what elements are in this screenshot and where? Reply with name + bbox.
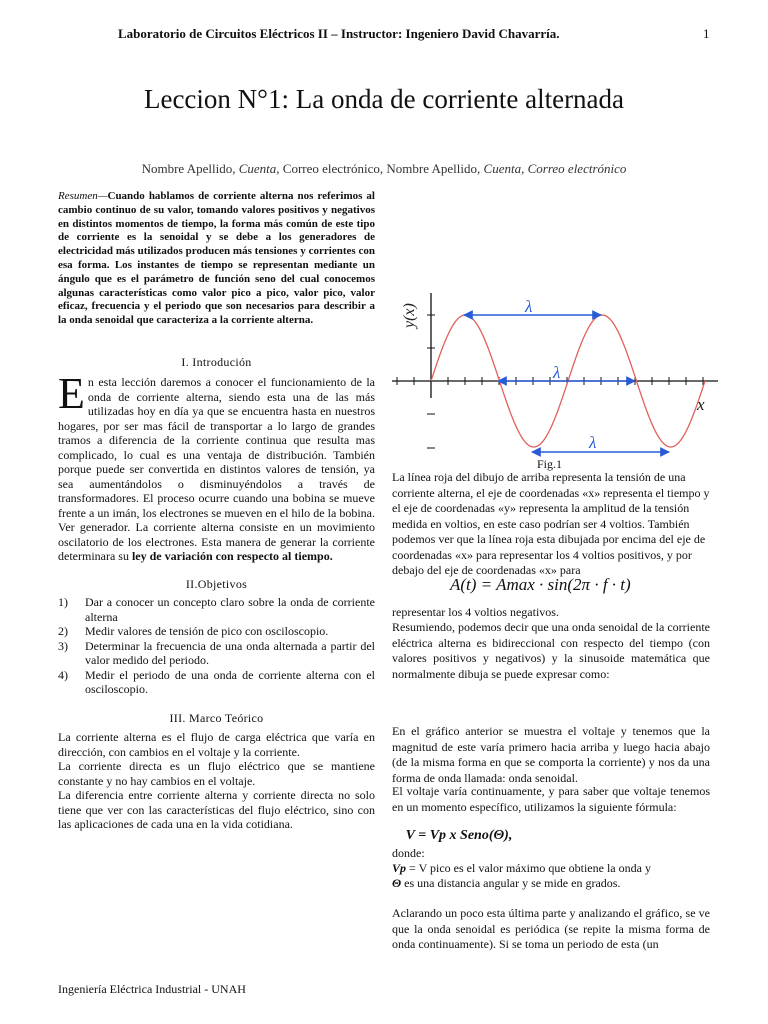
objective-item: 2) Medir valores de tensión de pico con osciloscopio.: [58, 624, 329, 639]
marco-p1: La corriente alterna es el flujo de carga eléctrica que varía en dirección, con cambios en el voltaje y la corriente.: [58, 730, 375, 759]
page-footer: Ingeniería Eléctrica Industrial - UNAH: [58, 982, 246, 996]
lambda-label-top: λ: [525, 297, 533, 316]
author2-email: Correo electrónico: [527, 161, 627, 176]
theta-symbol: Θ: [392, 876, 402, 890]
author2-account: Cuenta,: [483, 161, 525, 176]
objective-item: 3) Determinar la frecuencia de una onda alternada a partir del valor medido del periodo.: [58, 638, 375, 668]
aclarando-paragraph: Aclarando un poco esta última parte y analizando el gráfico, se ve que la onda senoidal es periódica (se repite la misma forma de onda continuamente). Si se toma un periodo de esta (un: [392, 906, 710, 951]
authors-line: [0, 161, 768, 177]
intro-text: n esta lección daremos a conocer el funcionamiento de la onda de corriente alterna, siendo esta una de las más utilizadas hoy en día ya que se encuentra hasta en nuestros hogares, por ser mas fácil de transportar a lo largo de grandes tramos a diferencia de la corriente continua que resulta mas complicado, lo cual es una ventaja de distribución. También porque puede ser convertida en distintos valores de tensión, ya sea aumentándolos o disminuyéndolos a través de transformadores. El proceso ocurre cuando una bobina se mueve frente a un imán, los electrones se mueven en el hilo de la bobina. Ver generador. La corriente alterna consiste en un movimiento oscilatorio de los electrones. Esta manera de generar la corriente determinara su: [58, 375, 375, 564]
resumiendo-paragraph: Resumiendo, podemos decir que una onda senoidal de la corriente eléctrica alterna es bidireccional con respecto del tiempo (con valores positivos y negativos) y la sinusoide matemática que normalmente dibuja se puede expresar como:: [392, 620, 710, 681]
abstract-lead: Resumen—: [58, 190, 108, 202]
vp-definition: Vp = V pico es el valor máximo que obtiene la onda y: [392, 861, 651, 875]
donde-label: donde:: [392, 846, 425, 860]
paper-title: Leccion N°1: La onda de corriente alternada: [143, 84, 625, 114]
formula-voltage: V = Vp x Seno(Θ),: [405, 828, 513, 843]
marco-heading: III. Marco Teórico: [169, 710, 264, 725]
objective-item: 1) Dar a conocer un concepto claro sobre la onda de corriente alterna: [58, 595, 375, 624]
grafico-paragraph: En el gráfico anterior se muestra el voltaje y tenemos que la magnitud de este varía primero hacia arriba y luego hacia abajo (de la misma forma en que se comporta la corriente) y nos da una forma de onda llamada: onda senoidal.: [392, 724, 710, 785]
left-column: [58, 190, 375, 832]
objectives-heading: II.Objetivos: [185, 576, 248, 591]
marco-p2: La corriente directa es un flujo eléctrico que se mantiene constante y no hay cambios en el voltaje.: [58, 759, 375, 788]
abstract: [58, 190, 375, 328]
x-axis-label: x: [697, 395, 705, 414]
abstract-text: Cuando hablamos de corriente alterna nos referimos al cambio continuo de su valor, tomando valores positivos y negativos en distintos momentos de tiempo, la forma más común de este tipo de corriente es la senoidal y se debe a los generadores de electricidad más utilizados producen más tensiones y corrientes con esa forma. Los instantes de tiempo se representan mediante un ángulo que es el parámetro de función seno del cual conocemos algunas características como valor pico a pico, valor pico, valor eficaz, frecuencia y el periodo que son necesarios para describir a la onda senoidal que caracteriza a la corriente alterna.: [58, 190, 375, 327]
negative-volts-text: representar los 4 voltios negativos.: [392, 605, 559, 619]
figure-description: La línea roja del dibujo de arriba representa la tensión de una corriente alterna, el eje de coordenadas «x» representa el tiempo y el eje de coordenadas «y» representa la amplitud de la tensión medida en voltios, en este caso podrían ser 4 voltios. También podemos ver que la línea roja esta dibujada por encima del eje de coordenadas «x» para representar los 4 voltios positivos, y por debajo del eje de coordenadas «x» para: [392, 470, 710, 577]
author1-name: Nombre Apellido,: [141, 161, 236, 176]
author1-email: , Correo electrónico,: [276, 161, 384, 176]
marco-p3: La diferencia entre corriente alterna y corriente directa no solo tiene que ver con las características del flujo eléctrico, sino con las aplicaciones de cada una en la vida cotidiana.: [58, 788, 375, 832]
theta-definition: Θ es una distancia angular y se mide en grados.: [392, 876, 621, 890]
vp-symbol: Vp: [392, 861, 407, 875]
page-number: 1: [703, 26, 710, 41]
intro-heading: I. Introdución: [181, 354, 252, 369]
formula-amplitude: A(t) = Amax · sin(2π · f · t): [450, 575, 631, 594]
intro-bold: ley de variación con respecto al tiempo.: [131, 549, 333, 564]
running-header: Laboratorio de Circuitos Eléctricos II – Instructor: Ingeniero David Chavarría.: [118, 26, 560, 41]
lambda-label-bottom: λ: [589, 433, 597, 452]
sine-wave-figure: [392, 288, 722, 458]
lambda-label-mid: λ: [553, 363, 561, 382]
author2-name: Nombre Apellido,: [386, 161, 481, 176]
objective-item: 4) Medir el periodo de una onda de corriente alterna con el osciloscopio.: [58, 667, 375, 697]
figure-caption: Fig.1: [537, 457, 563, 471]
author1-account: Cuenta: [238, 161, 277, 176]
intro-dropcap: E: [58, 369, 85, 419]
intro-paragraph: [58, 369, 375, 564]
objectives-list: [58, 595, 375, 697]
y-axis-label: y(x): [401, 303, 418, 328]
voltaje-paragraph: El voltaje varía continuamente, y para saber que voltaje tenemos en un momento específico, utilizamos la siguiente fórmula:: [392, 784, 710, 814]
